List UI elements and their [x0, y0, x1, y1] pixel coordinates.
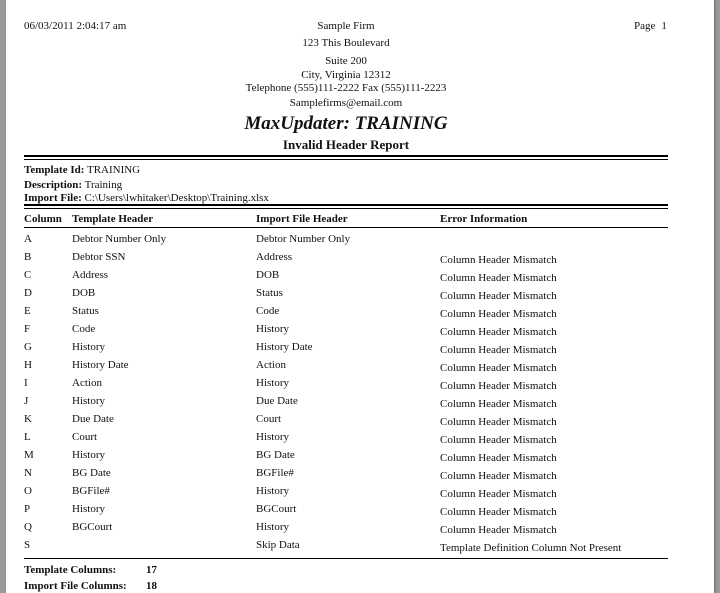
header-rule-thick: [24, 155, 668, 157]
firm-phones: Telephone (555)111-2222 Fax (555)111-2223: [245, 82, 447, 94]
cell-column: D: [24, 287, 32, 299]
template-id-label: Template Id:: [24, 164, 85, 176]
import-columns-label: Import File Columns:: [24, 580, 127, 592]
cell-import-header: Debtor Number Only: [256, 233, 351, 245]
table-row: [24, 485, 668, 503]
table-row: [24, 413, 668, 431]
cell-error-info: Column Header Mismatch: [440, 272, 557, 284]
cell-template-header: DOB: [72, 287, 96, 299]
cell-error-info: Column Header Mismatch: [440, 326, 557, 338]
cell-column: B: [24, 251, 32, 263]
table-row: [24, 521, 668, 539]
cell-column: Q: [24, 521, 32, 533]
header-rule-thin: [24, 159, 668, 160]
import-columns-total: [24, 580, 157, 592]
cell-import-header: Court: [256, 413, 282, 425]
cell-import-header: Skip Data: [256, 539, 300, 551]
cell-import-header: Status: [256, 287, 283, 299]
cell-template-header: BG Date: [72, 467, 111, 479]
import-columns-value: 18: [146, 580, 157, 592]
cell-template-header: Code: [72, 323, 96, 335]
cell-import-header: History: [256, 431, 289, 443]
cell-template-header: BGFile#: [72, 485, 110, 497]
cell-import-header: History: [256, 485, 289, 497]
cell-error-info: Column Header Mismatch: [440, 506, 557, 518]
table-row: [24, 449, 668, 467]
template-id-value: TRAINING: [86, 164, 141, 176]
import-file: [24, 192, 269, 204]
template-id: [24, 164, 140, 176]
template-columns-label: Template Columns:: [24, 564, 117, 576]
cell-column: M: [24, 449, 34, 461]
cell-error-info: Column Header Mismatch: [440, 398, 557, 410]
template-columns-total: [24, 564, 157, 576]
cell-template-header: Status: [72, 305, 99, 317]
cell-template-header: Due Date: [72, 413, 114, 425]
cell-import-header: BGFile#: [256, 467, 294, 479]
cell-column: O: [24, 485, 32, 497]
cell-template-header: History: [72, 395, 105, 407]
cell-column: I: [24, 377, 28, 389]
table-row: [24, 467, 668, 485]
meta-rule-thin: [24, 208, 668, 209]
cell-error-info: Column Header Mismatch: [440, 254, 557, 266]
cell-error-info: Column Header Mismatch: [440, 290, 557, 302]
cell-error-info: Column Header Mismatch: [440, 362, 557, 374]
table-row: [24, 377, 668, 395]
cell-error-info: Template Definition Column Not Present: [440, 542, 622, 554]
cell-column: S: [24, 539, 31, 551]
description-label: Description:: [24, 179, 83, 191]
cell-error-info: Column Header Mismatch: [440, 524, 557, 536]
table-row: [24, 341, 668, 359]
report-page: [6, 0, 714, 593]
firm-address2: Suite 200: [325, 55, 367, 67]
cell-error-info: Column Header Mismatch: [440, 434, 557, 446]
cell-template-header: Debtor SSN: [72, 251, 126, 263]
cell-import-header: DOB: [256, 269, 280, 281]
cell-column: N: [24, 467, 32, 479]
firm-city: City, Virginia 12312: [301, 69, 391, 81]
table-row: [24, 395, 668, 413]
template-columns-value: 17: [146, 564, 157, 576]
cell-column: G: [24, 341, 32, 353]
cell-error-info: Column Header Mismatch: [440, 452, 557, 464]
col-header-import: Import File Header: [256, 213, 348, 225]
firm-address1: 123 This Boulevard: [302, 37, 390, 49]
cell-column: P: [24, 503, 31, 515]
cell-template-header: History: [72, 341, 105, 353]
cell-column: A: [24, 233, 32, 245]
cell-error-info: Column Header Mismatch: [440, 416, 557, 428]
cell-import-header: BGCourt: [256, 503, 297, 515]
meta-rule-thick: [24, 204, 668, 206]
import-file-label: Import File:: [24, 192, 82, 204]
page-label: Page: [634, 20, 656, 32]
report-title: MaxUpdater: TRAINING: [244, 113, 448, 134]
col-header-template: Template Header: [72, 213, 154, 225]
cell-column: J: [24, 395, 29, 407]
firm-email: Samplefirms@email.com: [289, 97, 403, 109]
cell-column: L: [24, 431, 31, 443]
cell-error-info: Column Header Mismatch: [440, 488, 557, 500]
col-header-column: Column: [24, 213, 62, 225]
cell-error-info: Column Header Mismatch: [440, 380, 557, 392]
col-header-error: Error Information: [440, 213, 528, 225]
table-header-rule: [24, 227, 668, 228]
cell-error-info: Column Header Mismatch: [440, 308, 557, 320]
table-row: [24, 269, 668, 287]
cell-template-header: History: [72, 449, 105, 461]
cell-column: C: [24, 269, 32, 281]
totals-rule: [24, 558, 668, 559]
cell-template-header: Action: [72, 377, 102, 389]
cell-import-header: Code: [256, 305, 280, 317]
description-value: Training: [84, 179, 123, 191]
table-row: [24, 287, 668, 305]
print-datetime: 06/03/2011 2:04:17 am: [24, 20, 127, 32]
firm-name: Sample Firm: [317, 20, 375, 32]
table-row: [24, 233, 668, 251]
cell-error-info: Column Header Mismatch: [440, 344, 557, 356]
cell-column: E: [24, 305, 31, 317]
table-row: [24, 539, 668, 557]
table-row: [24, 323, 668, 341]
template-description: [24, 179, 122, 191]
page-number-value: 1: [661, 20, 667, 32]
cell-column: K: [24, 413, 32, 425]
cell-template-header: Debtor Number Only: [72, 233, 167, 245]
cell-error-info: Column Header Mismatch: [440, 470, 557, 482]
table-row: [24, 503, 668, 521]
cell-column: H: [24, 359, 32, 371]
cell-import-header: History: [256, 377, 289, 389]
cell-import-header: Address: [256, 251, 293, 263]
cell-import-header: History: [256, 521, 289, 533]
report-subtitle: Invalid Header Report: [282, 137, 410, 152]
cell-import-header: History Date: [256, 341, 313, 353]
cell-import-header: History: [256, 323, 289, 335]
import-file-value: C:\Users\lwhitaker\Desktop\Training.xlsx: [84, 192, 269, 204]
table-row: [24, 251, 668, 269]
cell-template-header: BGCourt: [72, 521, 113, 533]
cell-import-header: Action: [256, 359, 286, 371]
cell-template-header: Address: [72, 269, 109, 281]
cell-template-header: History Date: [72, 359, 129, 371]
table-row: [24, 305, 668, 323]
table-row: [24, 431, 668, 449]
cell-import-header: BG Date: [256, 449, 295, 461]
cell-template-header: Court: [72, 431, 98, 443]
table-row: [24, 359, 668, 377]
cell-import-header: Due Date: [256, 395, 298, 407]
cell-column: F: [24, 323, 31, 335]
cell-template-header: History: [72, 503, 105, 515]
